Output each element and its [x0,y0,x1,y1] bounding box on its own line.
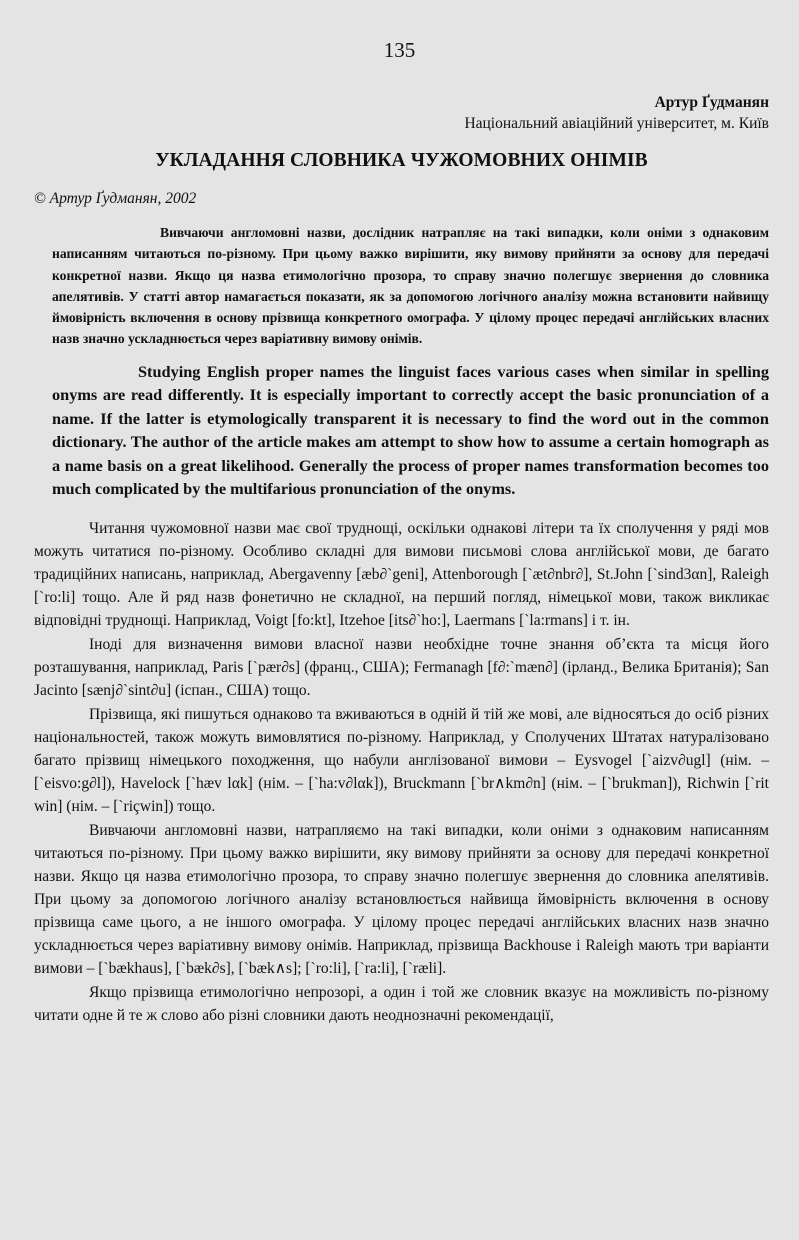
body-paragraph: Читання чужомовної назви має свої труднощі, оскільки однакові літери та їх сполучення у ряді мов можуть читатися по-різному. Особливо складні для вимови письмові слова англійської мови, де багато традиційних написань, наприклад, Abergavenny [æb∂`geni], Attenborough [`æt∂nbr∂], St.John [`sind3αn], Raleigh [`ro:li] тощо. Але й ряд назв фонетично не складної, на перший погляд, німецької мови, також викликає відповідні труднощі. Наприклад, Voigt [fo:kt], Itzehoe [its∂`ho:], Laermans [`la:rmans] і т. ін. [34,519,769,629]
copyright-line: © Артур Ґудманян, 2002 [34,190,197,207]
body-paragraph: Вивчаючи англомовні назви, натрапляємо на такі випадки, коли оніми з однаковим написанням читаються по-різному. При цьому важко вирішити, яку вимову прийняти за основу для передачі конкретної назви. Якщо ця назва етимологічно прозора, то справу значно полегшує звернення до словника апелятивів. При цьому за допомогою логічного аналізу встановлюється найвища ймовірність включення в основу прізвища саме цього, а не іншого омографа. У цілому процес передачі англійських власних назв значно ускладнюється через варіативну вимову онімів. Наприклад, прізвища Backhouse і Raleigh мають три варіанти вимови – [`bækhaus], [`bæk∂s], [`bæk∧s]; [`ro:li], [`ra:li], [`ræli]. [34,821,769,977]
article-title: УКЛАДАННЯ СЛОВНИКА ЧУЖОМОВНИХ ОНІМІВ [155,150,648,171]
body-paragraph: Іноді для визначення вимови власної назви необхідне точне знання об’єкта та місця його розташування, наприклад, Paris [`pær∂s] (франц., США); Fermanagh [f∂:`mæn∂] (ірланд., Велика Британія); San Jacinto [sænj∂`sint∂u] (іспан., США) тощо. [34,635,769,699]
author-block [34,92,769,134]
abstract-ukrainian: Вивчаючи англомовні назви, дослідник натрапляє на такі випадки, коли оніми з однаковим написанням читаються по-різному. При цьому важко вирішити, яку вимову прийняти за основу для передачі конкретної назви. Якщо ця назва етимологічно прозора, то справу значно полегшує звернення до словника апелятивів. У статті автор намагається показати, як за допомогою логічного аналізу можна встановити найвищу ймовірність включення в основу прізвища конкретного омографа. У цілому процес передачі англійських власних назв значно ускладнюється через варіативну вимову онімів. [52,225,769,347]
article [34,92,769,1027]
body-paragraph: Прізвища, які пишуться однаково та вживаються в одній й тій же мові, але відносяться до осіб різних національностей, також можуть вимовлятися по-різному. Наприклад, у Сполучених Штатах натуралізовано багато прізвищ німецького походження, що набули англізованої вимови – Eysvogel [`aizv∂ugl] (нім. – [`eisvo:g∂l]), Havelock [`hæv lαk] (нім. – [`ha:v∂lαk]), Bruckmann [`br∧km∂n] (нім. – [`brukman]), Richwin [`rit win] (нім. – [`riçwin]) тощо. [34,705,769,815]
author-affiliation: Національний авіаційний університет, м. Київ [464,115,769,132]
page-number: 135 [383,38,416,62]
abstract-english: Studying English proper names the linguist faces various cases when similar in spelling onyms are read differently. It is especially important to correctly accept the basic pronunciation of a name. If the latter is etymologically transparent it is necessary to find the word out in the common dictionary. The author of the article makes am attempt to show how to assume a certain homograph as a name basis on a great likelihood. Generally the process of proper names transformation becomes too much complicated by the multifarious pronunciation of the onyms. [52,361,769,499]
author-name: Артур Ґудманян [654,94,769,111]
body-paragraph: Якщо прізвища етимологічно непрозорі, а один і той же словник вказує на можливість по-різному читати одне й те ж слово або різні словники дають неоднозначні рекомендації, [34,983,769,1024]
